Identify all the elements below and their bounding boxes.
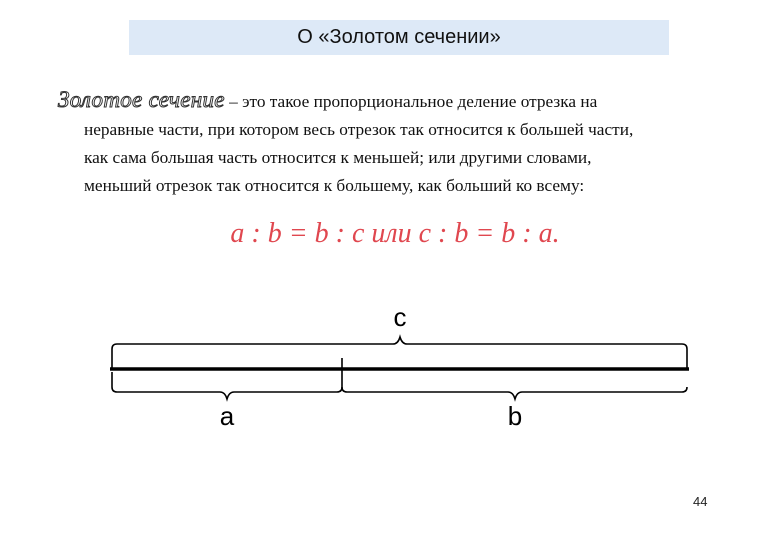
- definition-line-4: меньший отрезок так относится к большему, как больший ко всему:: [84, 176, 585, 195]
- label-a: a: [219, 401, 235, 431]
- slide-title: О «Золотом сечении»: [297, 26, 501, 48]
- brace-a: [112, 358, 342, 399]
- definition-line-2: неравные части, при котором весь отрезок так относится к большей части,: [84, 120, 634, 139]
- brace-c: [112, 337, 687, 370]
- definition-line-1: – это такое пропорциональное деление отрезка на: [224, 92, 598, 111]
- definition-line-3: как сама большая часть относится к меньшей; или другими словами,: [84, 148, 592, 167]
- label-b: b: [507, 401, 523, 431]
- golden-section-term: Золотое сечение: [58, 87, 225, 112]
- label-c: c: [393, 302, 407, 332]
- page-number: 44: [693, 494, 708, 509]
- proportion-formula: a : b = b : c или c : b = b : a.: [230, 218, 560, 249]
- brace-b: [342, 387, 687, 399]
